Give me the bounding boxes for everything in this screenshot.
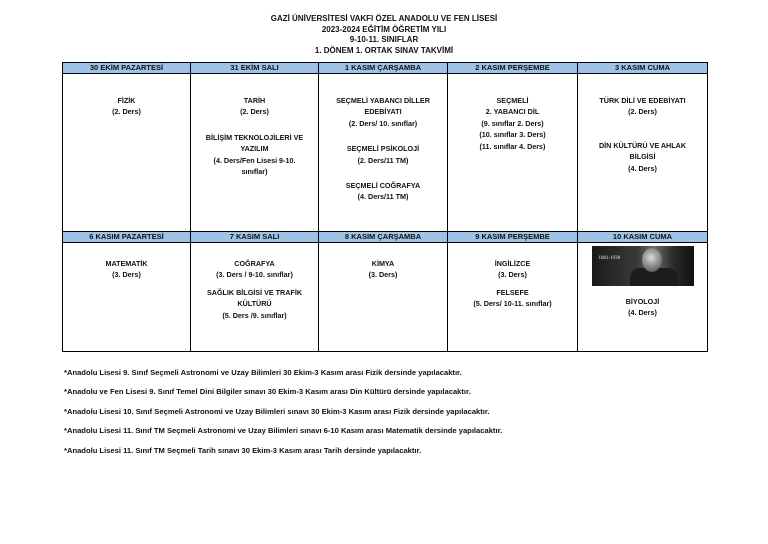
lesson-period: (11. sınıflar 4. Ders) [479,141,546,151]
footnotes [64,363,502,460]
document-header [0,14,768,56]
school-name: GAZİ ÜNİVERSİTESİ VAKFI ÖZEL ANADOLU VE FEN LİSESİ [270,14,498,23]
subject-name: 2. YABANCI DİL [485,107,540,117]
exam-entry [582,296,703,319]
lesson-period: (10. sınıflar 3. Ders) [479,130,546,140]
footnote: *Anadolu Lisesi 11. Sınıf TM Seçmeli Tarih sınavı 30 Ekim-3 Kasım arası Tarih dersinde yapılacaktır. [64,445,422,455]
exam-entry [323,258,443,281]
exam-cell-30-ekim [63,74,191,232]
exam-cell-7-kasim [191,243,319,352]
exam-entry [590,140,695,174]
exam-entry [195,258,314,281]
week1-exam-row [63,74,708,232]
week1-header-row [63,63,708,74]
exam-cell-31-ekim [191,74,319,232]
footnote: *Anadolu Lisesi 10. Sınıf Seçmeli Astronomi ve Uzay Bilimleri sınavı 30 Ekim-3 Kasım arası Fizik dersinde yapılacaktır. [64,406,490,416]
exam-cell-8-kasim [319,243,448,352]
lesson-period: (9. sınıflar 2. Ders) [481,118,544,128]
subject-name: SEÇMELİ YABANCI DİLLER EDEBİYATI [336,96,430,117]
lesson-period: (2. Ders) [240,107,269,117]
subject-name: TARİH [243,96,266,105]
exam-entry [323,180,443,203]
subject-name: SEÇMELİ [496,96,529,105]
exam-cell-3-kasim [578,74,708,232]
lesson-period: (4. Ders) [628,163,657,173]
subject-name: TÜRK DİLİ VE EDEBİYATI [599,96,686,105]
week2-exam-row [63,243,708,352]
day-header: 30 EKİM PAZARTESİ [63,63,191,74]
exam-cell-10-kasim [578,243,708,352]
exam-entry [452,258,573,281]
exam-entry [329,95,437,129]
lesson-period: (3. Ders) [498,270,527,280]
subject-name: SEÇMELİ COĞRAFYA [345,181,421,191]
exam-entry [67,95,186,118]
document-title: 1. DÖNEM 1. ORTAK SINAV TAKVİMİ [314,45,454,55]
lesson-period: (4. Ders/11 TM) [357,192,409,202]
week2-header-row [63,232,708,243]
exam-entry [195,95,314,118]
subject-name: FİZİK [117,96,136,105]
exam-cell-6-kasim [63,243,191,352]
day-header: 31 EKİM SALI [191,63,319,74]
subject-name: BİYOLOJİ [625,297,660,306]
exam-schedule-table [62,62,708,352]
grade-levels: 9-10-11. SINIFLAR [349,35,419,45]
subject-name: KİMYA [371,259,395,268]
subject-name: FELSEFE [496,287,529,297]
lesson-period: (2. Ders) [112,107,141,117]
lesson-period: (5. Ders/ 10-11. sınıflar) [473,299,552,309]
ataturk-portrait-icon [592,246,694,286]
day-header: 6 KASIM PAZARTESİ [63,232,191,243]
exam-entry [67,258,186,281]
subject-name: MATEMATİK [105,259,148,268]
exam-cell-2-kasim [448,74,578,232]
subject-name: İNGİLİZCE [494,259,531,268]
lesson-period: (3. Ders) [112,270,141,280]
portrait-years: 1881-1938 [598,256,621,261]
subject-name: SEÇMELİ PSİKOLOJİ [346,144,420,154]
lesson-period: (2. Ders) [628,107,657,117]
footnote: *Anadolu ve Fen Lisesi 9. Sınıf Temel Dini Bilgiler sınavı 30 Ekim-3 Kasım arası Din Kültürü dersinde yapılacaktır. [64,387,471,397]
day-header: 7 KASIM SALI [191,232,319,243]
lesson-period: (3. Ders / 9-10. sınıflar) [216,270,293,280]
exam-entry [452,95,573,152]
day-header: 8 KASIM ÇARŞAMBA [319,232,448,243]
exam-entry [201,132,308,178]
lesson-period: (3. Ders) [368,270,398,280]
exam-cell-9-kasim [448,243,578,352]
subject-name: COĞRAFYA [234,259,275,268]
exam-entry [323,143,443,166]
day-header: 1 KASIM ÇARŞAMBA [319,63,448,74]
exam-entry [582,95,703,118]
day-header: 3 KASIM CUMA [578,63,708,74]
exam-entry [452,287,573,310]
day-header: 9 KASIM PERŞEMBE [448,232,578,243]
subject-name: BİLİŞİM TEKNOLOJİLERİ VE YAZILIM [205,132,304,154]
exam-entry [203,287,306,321]
footnote: *Anadolu Lisesi 9. Sınıf Seçmeli Astronomi ve Uzay Bilimleri 30 Ekim-3 Kasım arası Fizik dersinde yapılacaktır. [64,368,462,377]
lesson-period: (2. Ders/11 TM) [357,155,409,165]
lesson-period: (5. Ders /9. sınıflar) [222,310,287,320]
subject-name: SAĞLIK BİLGİSİ VE TRAFİK KÜLTÜRÜ [206,287,303,309]
lesson-period: (4. Ders/Fen Lisesi 9-10. sınıflar) [213,155,296,177]
academic-year: 2023-2024 EĞİTİM ÖĞRETİM YILI [321,24,447,34]
footnote: *Anadolu Lisesi 11. Sınıf TM Seçmeli Astronomi ve Uzay Bilimleri sınavı 6-10 Kasım arası Matematik dersinde yapılacaktır. [64,426,503,436]
lesson-period: (4. Ders) [628,308,657,318]
day-header: 2 KASIM PERŞEMBE [448,63,578,74]
lesson-period: (2. Ders/ 10. sınıflar) [348,118,418,128]
subject-name: DİN KÜLTÜRÜ VE AHLAK BİLGİSİ [598,140,687,162]
exam-cell-1-kasim [319,74,448,232]
day-header: 10 KASIM CUMA [578,232,708,243]
